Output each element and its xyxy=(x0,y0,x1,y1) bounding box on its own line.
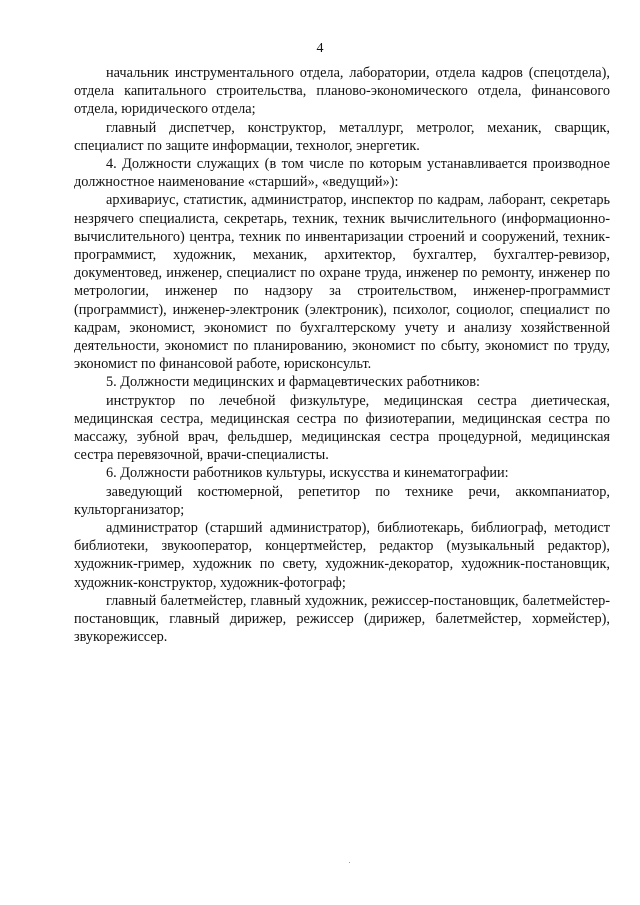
section-4-heading: 4. Должности служащих (в том числе по которым устанавливается производное должностное наименование «старший», «ведущий»): xyxy=(74,156,610,191)
section-5-heading: 5. Должности медицинских и фармацевтических работников: xyxy=(106,374,481,391)
paragraph-culture-positions-3: главный балетмейстер, главный художник, режиссер-постановщик, балетмейстер-постановщик, главный дирижер, режиссер (дирижер, балетмейстер, хормейстер), звукорежиссер. xyxy=(74,592,610,646)
paragraph-culture-positions-2: администратор (старший администратор), библиотекарь, библиограф, методист библиотеки, звукооператор, концертмейстер, редактор (музыкальный редактор), художник-гример, художник по свету, художник-декоратор, художник-постановщик, художник-конструктор, художник-фотограф; xyxy=(74,520,610,591)
paragraph-managers-list: начальник инструментального отдела, лаборатории, отдела кадров (спецотдела), отдела капитального строительства, планово-экономического отдела, финансового отдела, юридического отдела; xyxy=(74,65,610,118)
section-6-heading: 6. Должности работников культуры, искусства и кинематографии: xyxy=(106,465,509,482)
paragraph-culture-positions-1: заведующий костюмерной, репетитор по технике речи, аккомпаниатор, культорганизатор; xyxy=(74,483,610,518)
paragraph-medical-positions: инструктор по лечебной физкультуре, медицинская сестра диетическая, медицинская сестра, медицинская сестра по физиотерапии, медицинская сестра по массажу, зубной врач, фельдшер, медицинская сестра процедурной, медицинская сестра перевязочной, врачи-специалисты. xyxy=(74,392,610,464)
page-number: 4 xyxy=(316,41,324,56)
paragraph-employee-positions: архивариус, статистик, администратор, инспектор по кадрам, лаборант, секретарь незрячего специалиста, секретарь, техник, техник вычислительного (информационно-вычислительного) центра, техник по инвентаризации строений и сооружений, техник-программист, художник, механик, архитектор, бухгалтер, бухгалтер-ревизор, документовед, инженер, специалист по охране труда, инженер по ремонту, инженер по метрологии, инженер по надзору за строительством, инженер-программист (программист), инженер-электроник (электроник), психолог, социолог, специалист по кадрам, экономист, экономист по бухгалтерскому учету и анализу хозяйственной деятельности, экономист по планированию, экономист по сбыту, экономист по труду, экономист по финансовой работе, юрисконсульт. xyxy=(74,192,610,373)
document-body xyxy=(74,64,610,647)
paragraph-chief-specialists: главный диспетчер, конструктор, металлург, метролог, механик, сварщик, специалист по защите информации, технолог, энергетик. xyxy=(74,119,610,154)
scan-speck xyxy=(349,862,350,863)
